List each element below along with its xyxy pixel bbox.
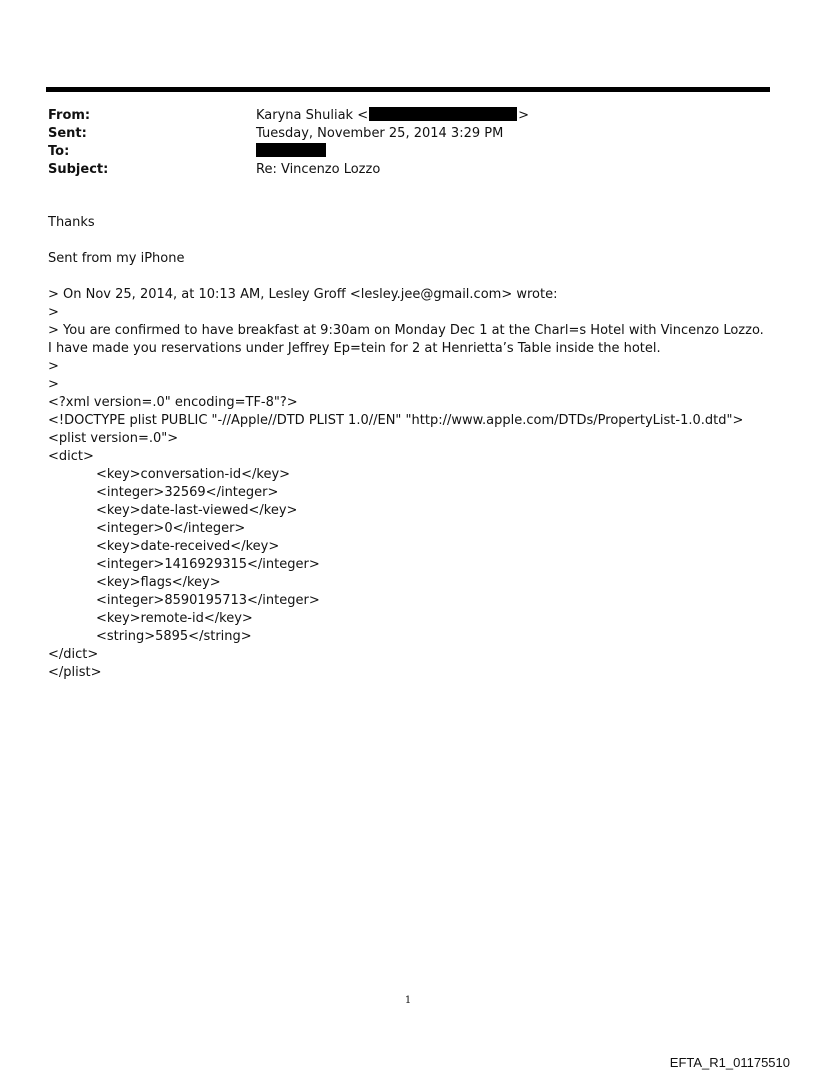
from-label: From: xyxy=(48,108,91,123)
xml-line: </plist> xyxy=(48,665,102,680)
xml-line: <key>flags</key> xyxy=(96,575,221,590)
from-row xyxy=(48,107,768,125)
xml-line: <integer>8590195713</integer> xyxy=(96,593,320,608)
sent-value: Tuesday, November 25, 2014 3:29 PM xyxy=(256,126,504,141)
xml-line: <integer>0</integer> xyxy=(96,521,246,536)
xml-line: <key>date-received</key> xyxy=(96,539,280,554)
redacted-email xyxy=(369,107,517,121)
xml-line: <integer>1416929315</integer> xyxy=(96,557,320,572)
redacted-recipient xyxy=(256,143,326,157)
xml-line: <?xml version=.0" encoding=TF-8"?> xyxy=(48,395,298,410)
document-id: EFTA_R1_01175510 xyxy=(669,1055,790,1070)
subject-label: Subject: xyxy=(48,162,109,177)
to-value xyxy=(256,143,326,161)
subject-row xyxy=(48,161,768,179)
to-row xyxy=(48,143,768,161)
quoted-line: > xyxy=(48,305,59,320)
body-line: Sent from my iPhone xyxy=(48,251,185,266)
xml-line: <key>remote-id</key> xyxy=(96,611,253,626)
page-number: 1 xyxy=(404,995,412,1006)
xml-line: <integer>32569</integer> xyxy=(96,485,279,500)
sent-label: Sent: xyxy=(48,126,87,141)
body-line: Thanks xyxy=(48,215,95,230)
xml-line: <dict> xyxy=(48,449,94,464)
quoted-line: > xyxy=(48,377,59,392)
quoted-line: > xyxy=(48,359,59,374)
header-rule xyxy=(46,87,770,92)
sent-row xyxy=(48,125,768,143)
quoted-line: > On Nov 25, 2014, at 10:13 AM, Lesley Groff <lesley.jee@gmail.com> wrote: xyxy=(48,287,558,302)
xml-line: <!DOCTYPE plist PUBLIC "-//Apple//DTD PLIST 1.0//EN" "http://www.apple.com/DTDs/PropertyList-1.0.dtd"> xyxy=(48,413,744,428)
xml-line: <plist version=.0"> xyxy=(48,431,179,446)
xml-line: <key>date-last-viewed</key> xyxy=(96,503,298,518)
from-name: Karyna Shuliak < xyxy=(256,108,369,123)
quoted-line: > You are confirmed to have breakfast at 9:30am on Monday Dec 1 at the Charl=s Hotel with Vincenzo Lozzo. I have made you reservations under Jeffrey Ep=tein for 2 at Henrietta’s Table inside the hotel. xyxy=(48,323,764,356)
to-label: To: xyxy=(48,144,70,159)
xml-line: </dict> xyxy=(48,647,99,662)
xml-line: <key>conversation-id</key> xyxy=(96,467,291,482)
subject-value: Re: Vincenzo Lozzo xyxy=(256,162,381,177)
email-body xyxy=(48,214,768,682)
from-close: > xyxy=(518,108,530,123)
from-value xyxy=(256,107,529,125)
xml-line: <string>5895</string> xyxy=(96,629,252,644)
email-header xyxy=(48,107,768,179)
